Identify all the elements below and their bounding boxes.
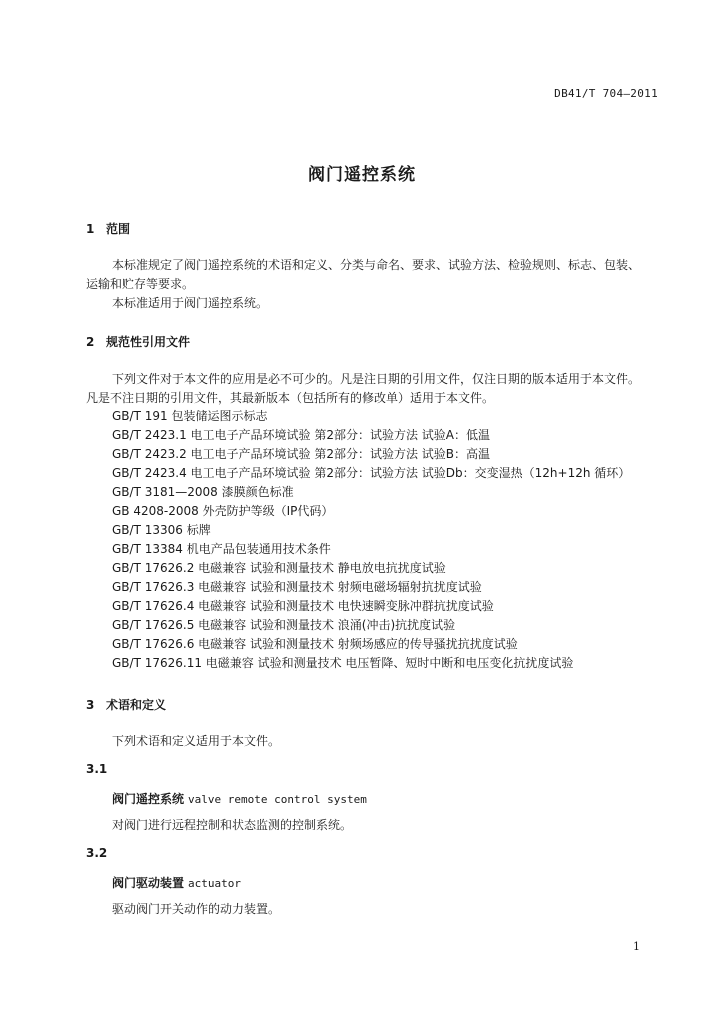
- term-definition: 驱动阀门开关动作的动力装置。: [112, 902, 281, 916]
- standard-code: DB41/T 704—2011: [554, 87, 658, 100]
- reference-item: GB/T 2423.2 电工电子产品环境试验 第2部分：试验方法 试验B：高温: [112, 447, 491, 461]
- term-number: 3.1: [86, 762, 108, 776]
- reference-item: GB/T 191 包装储运图示标志: [112, 409, 268, 423]
- reference-item: GB/T 2423.1 电工电子产品环境试验 第2部分：试验方法 试验A：低温: [112, 428, 490, 442]
- section-2-intro-line-1: 下列文件对于本文件的应用是必不可少的。凡是注日期的引用文件，仅注日期的版本适用于本文件。: [112, 372, 641, 386]
- term-definition: 对阀门进行远程控制和状态监测的控制系统。: [112, 818, 353, 832]
- reference-item: GB 4208-2008 外壳防护等级（IP代码）: [112, 504, 334, 518]
- term-english: actuator: [188, 877, 241, 890]
- document-title: 阀门遥控系统: [308, 165, 416, 185]
- term-chinese: 阀门驱动装置: [112, 876, 185, 890]
- reference-item: GB/T 13384 机电产品包装通用技术条件: [112, 542, 331, 556]
- reference-item: GB/T 3181—2008 漆膜颜色标准: [112, 485, 294, 499]
- reference-item: GB/T 17626.4 电磁兼容 试验和测量技术 电快速瞬变脉冲群抗扰度试验: [112, 599, 494, 613]
- section-number: 3: [86, 698, 95, 712]
- reference-item: GB/T 17626.6 电磁兼容 试验和测量技术 射频场感应的传导骚扰抗扰度试验: [112, 637, 518, 651]
- reference-item: GB/T 17626.2 电磁兼容 试验和测量技术 静电放电抗扰度试验: [112, 561, 446, 575]
- reference-item: GB/T 17626.11 电磁兼容 试验和测量技术 电压暂降、短时中断和电压变化抗扰度试验: [112, 656, 574, 670]
- reference-item: GB/T 17626.5 电磁兼容 试验和测量技术 浪涌(冲击)抗扰度试验: [112, 618, 456, 632]
- section-2-intro-line-2: 凡是不注日期的引用文件，其最新版本（包括所有的修改单）适用于本文件。: [86, 391, 495, 405]
- term-english: valve remote control system: [188, 793, 367, 806]
- section-3-intro: 下列术语和定义适用于本文件。: [112, 734, 281, 748]
- reference-item: GB/T 2423.4 电工电子产品环境试验 第2部分：试验方法 试验Db：交变湿热（12h+12h 循环）: [112, 466, 631, 480]
- section-number: 1: [86, 222, 95, 236]
- section-title: 规范性引用文件: [106, 335, 191, 349]
- section-1-para-1-line-1: 本标准规定了阀门遥控系统的术语和定义、分类与命名、要求、试验方法、检验规则、标志、包装、: [112, 258, 641, 272]
- section-1-para-1-line-2: 运输和贮存等要求。: [86, 277, 195, 291]
- section-3-heading: [86, 696, 166, 713]
- page-number: 1: [633, 940, 640, 953]
- term-chinese: 阀门遥控系统: [112, 792, 185, 806]
- section-title: 术语和定义: [106, 698, 167, 712]
- normative-references-list: [112, 407, 630, 673]
- reference-item: GB/T 13306 标牌: [112, 523, 211, 537]
- section-1-heading: [86, 220, 130, 237]
- section-title: 范围: [106, 222, 131, 236]
- section-number: 2: [86, 335, 95, 349]
- term-heading: [112, 874, 241, 891]
- section-2-heading: [86, 333, 190, 350]
- term-number: 3.2: [86, 846, 108, 860]
- reference-item: GB/T 17626.3 电磁兼容 试验和测量技术 射频电磁场辐射抗扰度试验: [112, 580, 482, 594]
- term-heading: [112, 790, 367, 807]
- section-1-para-2: 本标准适用于阀门遥控系统。: [112, 296, 269, 310]
